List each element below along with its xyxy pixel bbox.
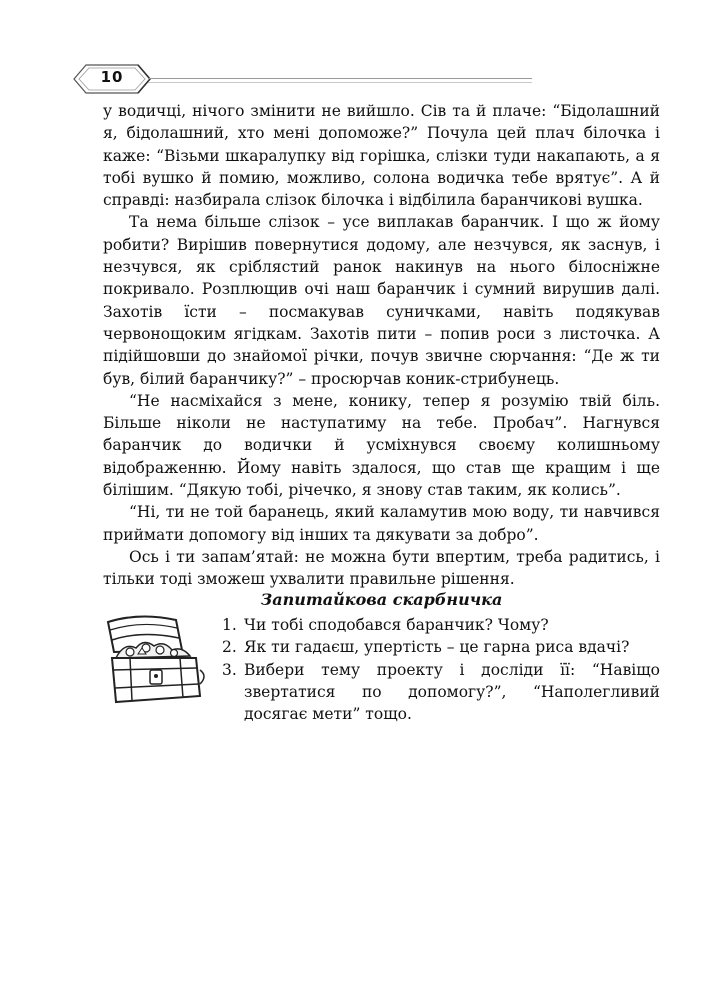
paragraph: у водичці, нічого змінити не вийшло. Сів та й плаче: “Бідолашний я, бідолашний, хто мені допоможе?” Почула цей плач білочка і каже: “Візьми шкаралупку від горішка, слізки туди накапають, а я тобі вушко й помию, можливо, солона водичка тебе врятує”. А й справді: назбирала слізок білочка і відбілила баранчикові вушка. — [103, 102, 660, 210]
question-text: Вибери тему проекту і досліди її: “Навіщо звертатися по допомогу?”, “Наполегливий досягає мети” тощо. — [244, 660, 660, 724]
paragraph: “Ні, ти не той баранець, який каламутив мою воду, ти навчився приймати допомогу від інших та дякувати за добро”. — [103, 503, 660, 544]
paragraph: Ось і ти запам’ятай: не можна бути впертим, треба радитись, і тільки тоді зможеш ухвалити правильне рішення. — [103, 547, 660, 589]
header-rule-secondary — [148, 82, 532, 83]
list-item — [222, 659, 660, 726]
question-text: Чи тобі сподобався баранчик? Чому? — [244, 616, 549, 634]
treasure-chest-icon — [100, 612, 212, 706]
question-list — [222, 614, 660, 725]
header-rule — [148, 78, 532, 79]
question-number: 2. — [222, 638, 237, 657]
page-number-badge — [72, 62, 152, 96]
list-item — [222, 636, 660, 658]
page-number: 10 — [100, 68, 124, 86]
question-number: 1. — [222, 616, 237, 634]
section-title: Запитайкова скарбничка — [260, 590, 503, 609]
list-item — [222, 614, 660, 636]
paragraph: “Не насміхайся з мене, конику, тепер я розумію твій біль. Більше ніколи не наступатиму на тебе. Пробач”. Нагнувся баранчик до водички й усміхнувся своєму колишньому відображенню. Йому навіть здалося, що став ще кращим і ще білішим. “Дякую тобі, річечко, я знову став таким, як колись”. — [103, 391, 660, 500]
paragraph: Та нема більше слізок – усе виплакав баранчик. І що ж йому робити? Вирішив повернутися додому, але незчувся, як заснув, і незчувся, як сріблястий ранок накинув на нього білосніжне покривало. Розплющив очі наш баранчик і сумний вирушив далі. Захотів їсти – посмакував суничками, навіть подякував червонощоким ягідкам. Захотів пити – попив роси з листочка. А підійшовши до знайомої річки, почув звичне сюрчання: “Де ж ти був, білий баранчику?” – просюрчав коник-стрибунець. — [103, 213, 660, 388]
story-text — [103, 100, 660, 591]
page-header — [72, 62, 472, 96]
question-text: Як ти гадаєш, упертість – це гарна риса вдачі? — [244, 638, 630, 657]
question-number: 3. — [222, 660, 237, 679]
